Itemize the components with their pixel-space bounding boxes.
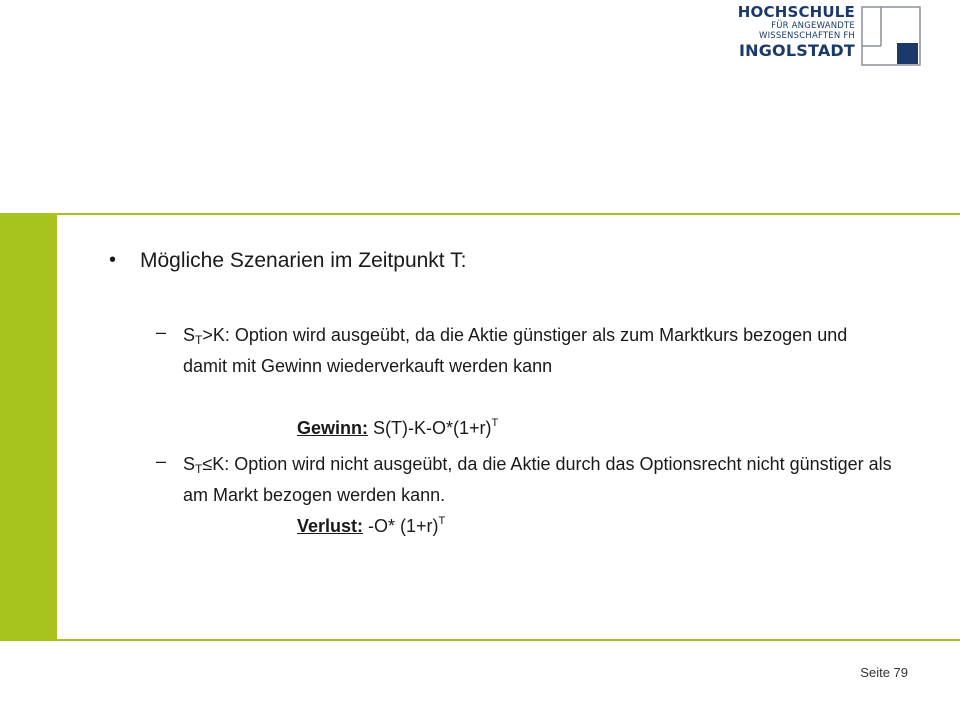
logo-line-4: INGOLSTADT (738, 41, 855, 60)
formula-gain-label: Gewinn: (297, 418, 368, 438)
accent-side-bar (0, 213, 57, 641)
sub-bullet-1-text: K: Option wird ausgeübt, da die Aktie günstiger als zum Marktkurs bezogen und damit mit Gewinn wiederverkauft werden kann (183, 325, 848, 376)
formula-gain-exponent: T (491, 417, 499, 429)
logo-line-1: HOCHSCHULE (737, 3, 855, 21)
subscript-t: T (195, 333, 203, 347)
subscript-t: T (195, 462, 203, 476)
symbol-s: S (183, 325, 196, 345)
bottom-divider (57, 639, 960, 641)
logo-line-3: WISSENSCHAFTEN FH (758, 31, 855, 41)
sub-bullet-2 (183, 451, 903, 508)
formula-loss-expression: -O* (1+r) (363, 516, 439, 536)
relation-symbol: > (202, 325, 213, 345)
bullet-marker: • (109, 249, 117, 271)
top-divider (57, 213, 960, 215)
sub-bullet-2-text: K: Option wird nicht ausgeübt, da die Aktie durch das Optionsrecht nicht günstiger als am Markt bezogen werden kann. (183, 454, 892, 505)
relation-symbol: ≤ (202, 454, 213, 474)
sub-bullet-dash-2: – (156, 451, 167, 471)
formula-gain (297, 418, 498, 439)
main-bullet-text: Mögliche Szenarien im Zeitpunkt T: (140, 249, 467, 272)
sub-bullet-1 (183, 322, 883, 379)
sub-bullet-dash-1: – (156, 322, 167, 342)
formula-loss (297, 516, 445, 537)
formula-gain-expression: S(T)-K-O*(1+r) (368, 418, 492, 438)
page-number: Seite 79 (860, 665, 908, 680)
formula-loss-exponent: T (438, 515, 446, 527)
logo-wordmark (733, 4, 855, 61)
logo-line-2: FÜR ANGEWANDTE (771, 21, 855, 31)
logo-square-icon (861, 6, 921, 66)
formula-loss-label: Verlust: (297, 516, 364, 536)
institution-logo (733, 4, 921, 66)
symbol-s: S (183, 454, 196, 474)
